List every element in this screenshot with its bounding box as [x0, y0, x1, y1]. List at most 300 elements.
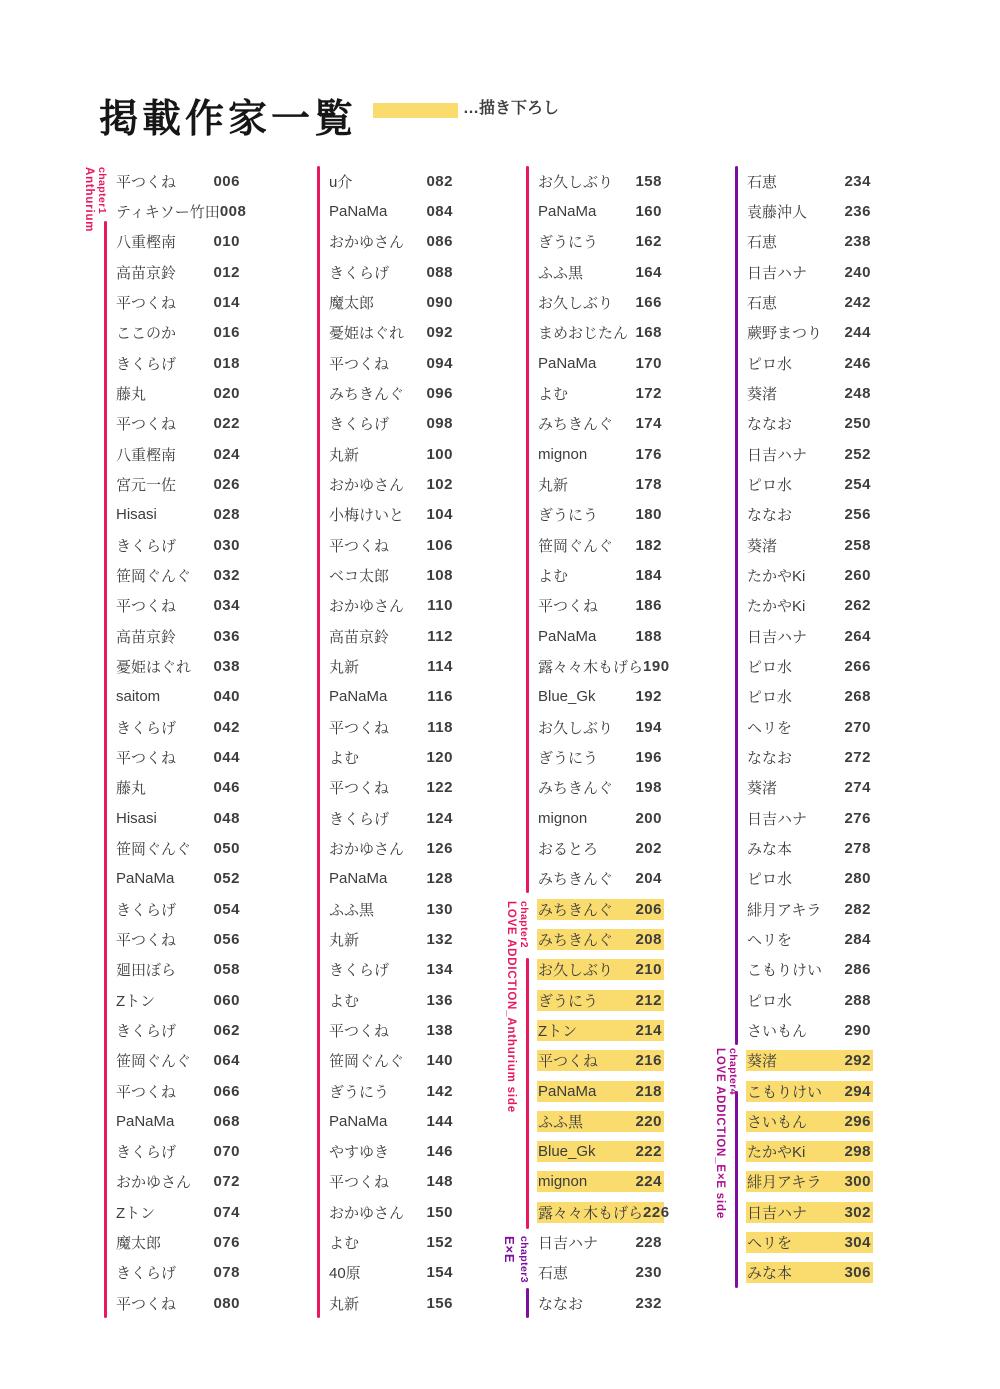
page-number: 128 [426, 870, 453, 888]
artist-row [328, 833, 455, 863]
chapter-line-chapter1 [104, 221, 108, 1318]
artist-row [537, 1167, 664, 1197]
page-number: 194 [635, 718, 662, 736]
chapter-name: chapter2 [518, 901, 530, 948]
artist-row [328, 1167, 455, 1197]
artist-name: 憂姫はぐれ [329, 325, 405, 343]
chapter-subtitle: LOVE ADDICTION_E×E side [714, 1048, 726, 1220]
artist-name: 緋月アキラ [747, 901, 822, 919]
page-number: 038 [213, 657, 240, 675]
page-number: 192 [635, 688, 662, 706]
page-number: 134 [426, 961, 453, 979]
page-number: 132 [426, 930, 453, 948]
artist-name: 平つくね [538, 1053, 599, 1071]
artist-name: きくらげ [329, 962, 390, 980]
page-number: 208 [635, 930, 662, 948]
artist-name: ななお [747, 507, 793, 525]
artist-name: 葵渚 [747, 780, 778, 798]
artist-row [537, 924, 664, 954]
artist-row [328, 257, 455, 287]
chapter-line-chapter3 [735, 166, 739, 1045]
artist-row [115, 833, 242, 863]
artist-row [746, 500, 873, 530]
chapter-subtitle: Anthurium [83, 167, 95, 233]
page-number: 258 [844, 536, 871, 554]
artist-row [537, 773, 664, 803]
chapter-subtitle: E×E [502, 1236, 517, 1264]
artist-row [746, 833, 873, 863]
artist-name: きくらげ [116, 901, 177, 919]
artist-row [746, 166, 873, 196]
page-number: 068 [213, 1112, 240, 1130]
artist-name: みちきんぐ [538, 901, 614, 919]
page-number: 094 [426, 354, 453, 372]
page-number: 202 [635, 839, 662, 857]
artist-name: ぎうにう [538, 992, 599, 1010]
artist-row [115, 1046, 242, 1076]
artist-row [746, 742, 873, 772]
page-number: 188 [635, 627, 662, 645]
page-number: 018 [213, 354, 240, 372]
page-number: 198 [635, 779, 662, 797]
page-number: 170 [635, 354, 662, 372]
artist-row [115, 742, 242, 772]
page-number: 244 [844, 324, 871, 342]
page-number: 294 [844, 1082, 871, 1100]
artist-row [328, 864, 455, 894]
page-number: 136 [426, 991, 453, 1009]
page-number: 022 [213, 415, 240, 433]
artist-row [746, 1197, 873, 1227]
artist-row [115, 166, 242, 196]
artist-name: 魔太郎 [329, 294, 375, 312]
artist-name: おかゆさん [329, 476, 405, 494]
artist-name: きくらげ [329, 264, 390, 282]
page-number: 276 [844, 809, 871, 827]
artist-name: みちきんぐ [538, 931, 614, 949]
artist-name: 平つくね [329, 537, 390, 555]
artist-row [328, 196, 455, 226]
artist-name: ピロ水 [747, 658, 793, 676]
artist-name: PaNaMa [538, 202, 597, 220]
artist-name: 日吉ハナ [747, 810, 808, 828]
artist-name: きくらげ [116, 355, 177, 373]
artist-name: ここのか [116, 325, 177, 343]
artist-row [328, 742, 455, 772]
artist-name: 日吉ハナ [747, 264, 808, 282]
page-number: 256 [844, 506, 871, 524]
page-number: 052 [213, 870, 240, 888]
artist-name: 日吉ハナ [538, 1235, 599, 1253]
artist-row [537, 1137, 664, 1167]
artist-row [328, 1258, 455, 1288]
page-number: 282 [844, 900, 871, 918]
page-number: 030 [213, 536, 240, 554]
artist-row [537, 651, 670, 681]
artist-name: 平つくね [116, 749, 177, 767]
page-number: 144 [426, 1112, 453, 1130]
artist-name: 平つくね [116, 416, 177, 434]
artist-name: ヘリを [747, 931, 793, 949]
artist-row [328, 1076, 455, 1106]
artist-name: みな本 [747, 840, 793, 858]
page-number: 236 [844, 202, 871, 220]
artist-row [537, 621, 664, 651]
artist-row [537, 803, 664, 833]
artist-row [328, 712, 455, 742]
artist-row [115, 1137, 242, 1167]
artist-name: PaNaMa [329, 688, 388, 706]
page-number: 160 [635, 202, 662, 220]
artist-row [115, 591, 242, 621]
artist-name: 平つくね [329, 780, 390, 798]
artist-row [746, 985, 873, 1015]
page-number: 238 [844, 233, 871, 251]
artist-row [537, 469, 664, 499]
artist-name: 高苗京鈴 [116, 628, 177, 646]
artist-row [328, 1106, 455, 1136]
page-number: 076 [213, 1234, 240, 1252]
artist-name: 平つくね [329, 355, 390, 373]
artist-name: PaNaMa [329, 202, 388, 220]
page-number: 234 [844, 172, 871, 190]
artist-row [746, 1106, 873, 1136]
artist-name: 葵渚 [747, 537, 778, 555]
artist-name: PaNaMa [329, 870, 388, 888]
artist-row [746, 1046, 873, 1076]
artist-name: 小梅けいと [329, 507, 405, 525]
artist-name: 石恵 [747, 173, 778, 191]
artist-row [746, 1015, 873, 1045]
artist-name: まめおじたん [538, 325, 629, 343]
page-number: 274 [844, 779, 871, 797]
artist-row [537, 530, 664, 560]
artist-row [746, 924, 873, 954]
page-number: 302 [844, 1203, 871, 1221]
page-number: 048 [213, 809, 240, 827]
page-number: 070 [213, 1143, 240, 1161]
artist-row [537, 985, 664, 1015]
artist-name: 平つくね [116, 173, 177, 191]
artist-row [537, 500, 664, 530]
artist-row [537, 1106, 664, 1136]
page-number: 166 [635, 293, 662, 311]
artist-name: PaNaMa [538, 1082, 597, 1100]
artist-name: ふふ黒 [538, 264, 584, 282]
artist-row [537, 712, 664, 742]
artist-row [746, 1137, 873, 1167]
page-number: 272 [844, 748, 871, 766]
artist-row [746, 682, 873, 712]
artist-row [115, 348, 242, 378]
artist-name: 平つくね [538, 598, 599, 616]
page-number: 210 [635, 961, 662, 979]
page-number: 110 [427, 597, 453, 615]
artist-name: ピロ水 [747, 871, 793, 889]
artist-row [328, 530, 455, 560]
page-number: 186 [635, 597, 662, 615]
page-number: 062 [213, 1021, 240, 1039]
page-number: 078 [213, 1264, 240, 1282]
chapter-label-chapter4 [714, 1048, 739, 1219]
page-number: 246 [844, 354, 871, 372]
artist-row [746, 651, 873, 681]
artist-row [746, 1227, 873, 1257]
page-number: 116 [427, 688, 453, 706]
artist-row [537, 1015, 664, 1045]
artist-row [746, 257, 873, 287]
artist-name: Zトン [116, 1204, 156, 1222]
column-4 [746, 166, 873, 1288]
artist-row [115, 1227, 242, 1257]
artist-name: 八重樫南 [116, 234, 177, 252]
artist-name: きくらげ [329, 810, 390, 828]
page-number: 054 [213, 900, 240, 918]
artist-name: ピロ水 [747, 689, 793, 707]
artist-row [328, 894, 455, 924]
artist-name: ふふ黒 [538, 1113, 584, 1131]
page-number: 114 [427, 657, 453, 675]
artist-name: やすゆき [329, 1144, 390, 1162]
artist-row [746, 773, 873, 803]
page-number: 092 [426, 324, 453, 342]
artist-row [328, 409, 455, 439]
page-number: 174 [635, 415, 662, 433]
artist-name: Hisasi [116, 809, 157, 827]
artist-name: ピロ水 [747, 355, 793, 373]
page-number: 086 [426, 233, 453, 251]
artist-name: おかゆさん [329, 840, 405, 858]
page-number: 298 [844, 1143, 871, 1161]
artist-name: きくらげ [116, 719, 177, 737]
artist-row [746, 955, 873, 985]
artist-row [537, 682, 664, 712]
artist-row [328, 348, 455, 378]
artist-name: お久しぶり [538, 962, 614, 980]
artist-name: ななお [747, 416, 793, 434]
artist-row [537, 1258, 664, 1288]
page-number: 228 [635, 1234, 662, 1252]
page-number: 248 [844, 384, 871, 402]
page-number: 232 [635, 1294, 662, 1312]
chapter-label-chapter2 [505, 901, 530, 1113]
page-number: 126 [426, 839, 453, 857]
column-2 [328, 166, 455, 1318]
page-number: 064 [213, 1052, 240, 1070]
page-number: 060 [213, 991, 240, 1009]
page-number: 014 [213, 293, 240, 311]
page-number: 034 [213, 597, 240, 615]
artist-row [328, 227, 455, 257]
artist-name: 平つくね [116, 1083, 177, 1101]
page-number: 104 [426, 506, 453, 524]
artist-name: Blue_Gk [538, 1143, 596, 1161]
page-number: 074 [213, 1203, 240, 1221]
artist-name: 露々々木もげら [538, 1204, 644, 1222]
page-number: 016 [213, 324, 240, 342]
artist-row [746, 560, 873, 590]
page-number: 264 [844, 627, 871, 645]
artist-row [328, 560, 455, 590]
page-number: 250 [844, 415, 871, 433]
page-number: 096 [426, 384, 453, 402]
artist-name: 蕨野まつり [747, 325, 823, 343]
artist-row [328, 378, 455, 408]
artist-row [746, 1167, 873, 1197]
artist-row [537, 378, 664, 408]
artist-row [115, 257, 242, 287]
artist-name: 石恵 [747, 294, 778, 312]
page-number: 150 [426, 1203, 453, 1221]
page-number: 020 [213, 384, 240, 402]
artist-name: お久しぶり [538, 719, 614, 737]
artist-row [537, 318, 664, 348]
artist-name: PaNaMa [116, 870, 175, 888]
artist-row [328, 469, 455, 499]
artist-row [115, 894, 242, 924]
artist-row [115, 1288, 242, 1318]
artist-row [115, 1015, 242, 1045]
artist-name: mignon [538, 1173, 588, 1191]
artist-row [537, 742, 664, 772]
artist-row [537, 1288, 664, 1318]
artist-name: お久しぶり [538, 173, 614, 191]
page-number: 196 [635, 748, 662, 766]
artist-name: PaNaMa [329, 1112, 388, 1130]
artist-name: 緋月アキラ [747, 1174, 822, 1192]
page-number: 138 [426, 1021, 453, 1039]
page-number: 252 [844, 445, 871, 463]
artist-name: Blue_Gk [538, 688, 596, 706]
artist-name: きくらげ [116, 1265, 177, 1283]
page-number: 098 [426, 415, 453, 433]
page-number: 296 [844, 1112, 871, 1130]
artist-name: こもりけい [747, 962, 823, 980]
artist-row [328, 318, 455, 348]
page-number: 006 [213, 172, 240, 190]
artist-row [115, 682, 242, 712]
artist-row [328, 985, 455, 1015]
artist-name: ぎうにう [538, 507, 599, 525]
artist-name: 平つくね [329, 1022, 390, 1040]
artist-row [746, 348, 873, 378]
artist-name: みちきんぐ [538, 780, 614, 798]
page-number: 072 [213, 1173, 240, 1191]
chapter-subtitle: LOVE ADDICTION_Anthurium side [505, 901, 517, 1113]
artist-name: 袁藤沖人 [747, 203, 808, 221]
artist-row [328, 1288, 455, 1318]
artist-name: 平つくね [116, 598, 177, 616]
artist-name: ベコ太郎 [329, 567, 390, 585]
artist-name: きくらげ [116, 537, 177, 555]
page-number: 162 [635, 233, 662, 251]
page-number: 088 [426, 263, 453, 281]
artist-row [328, 955, 455, 985]
page-number: 024 [213, 445, 240, 463]
artist-row [115, 439, 242, 469]
page-number: 218 [635, 1082, 662, 1100]
artist-name: 石恵 [538, 1265, 569, 1283]
page-number: 058 [213, 961, 240, 979]
page-number: 168 [635, 324, 662, 342]
artist-name: Zトン [116, 992, 156, 1010]
page-number: 242 [844, 293, 871, 311]
artist-row [746, 894, 873, 924]
artist-row [328, 621, 455, 651]
artist-name: ヘリを [747, 719, 793, 737]
page-number: 164 [635, 263, 662, 281]
artist-name: お久しぶり [538, 294, 614, 312]
artist-name: おかゆさん [116, 1174, 192, 1192]
artist-name: たかやKi [747, 598, 806, 616]
page-number: 008 [219, 202, 247, 220]
chapter-label-chapter1 [83, 167, 108, 232]
page-number: 026 [213, 475, 240, 493]
page-number: 290 [844, 1021, 871, 1039]
artist-name: ふふ黒 [329, 901, 375, 919]
column-3 [537, 166, 670, 1318]
artist-row [537, 955, 664, 985]
artist-name: ぎうにう [538, 234, 599, 252]
artist-row [328, 682, 455, 712]
page-number: 090 [426, 293, 453, 311]
artist-row [115, 985, 242, 1015]
page-number: 184 [635, 566, 662, 584]
artist-row [115, 227, 242, 257]
artist-name: saitom [116, 688, 161, 706]
artist-name: 日吉ハナ [747, 446, 808, 464]
page-title: 掲載作家一覧 [99, 98, 358, 142]
artist-row [537, 257, 664, 287]
page-number: 260 [844, 566, 871, 584]
artist-name: たかやKi [747, 1144, 806, 1162]
artist-row [746, 287, 873, 317]
artist-name: みな本 [747, 1265, 793, 1283]
artist-row [328, 439, 455, 469]
artist-name: 丸新 [329, 446, 360, 464]
artist-name: みちきんぐ [538, 871, 614, 889]
artist-row [746, 1076, 873, 1106]
page-number: 156 [426, 1294, 453, 1312]
artist-name: さいもん [747, 1113, 808, 1131]
artist-row [115, 773, 242, 803]
artist-name: 笹岡ぐんぐ [329, 1053, 405, 1071]
artist-name: 丸新 [329, 931, 360, 949]
page-number: 010 [213, 233, 240, 251]
artist-name: 笹岡ぐんぐ [116, 840, 192, 858]
page-number: 028 [213, 506, 240, 524]
artist-name: 丸新 [329, 658, 360, 676]
artist-row [537, 196, 664, 226]
chapter-name: chapter1 [96, 167, 108, 214]
artist-name: 笹岡ぐんぐ [116, 1053, 192, 1071]
page-number: 108 [426, 566, 453, 584]
artist-row [328, 1046, 455, 1076]
artist-row [115, 469, 242, 499]
page-number: 270 [844, 718, 871, 736]
artist-name: 笹岡ぐんぐ [116, 567, 192, 585]
page-number: 152 [426, 1234, 453, 1252]
artist-row [537, 166, 664, 196]
artist-name: 日吉ハナ [747, 628, 808, 646]
artist-row [537, 894, 664, 924]
artist-name: 藤丸 [116, 780, 147, 798]
artist-name: 丸新 [538, 476, 569, 494]
artist-row [746, 196, 873, 226]
artist-name: 八重樫南 [116, 446, 177, 464]
artist-name: みちきんぐ [538, 416, 614, 434]
artist-row [328, 500, 455, 530]
